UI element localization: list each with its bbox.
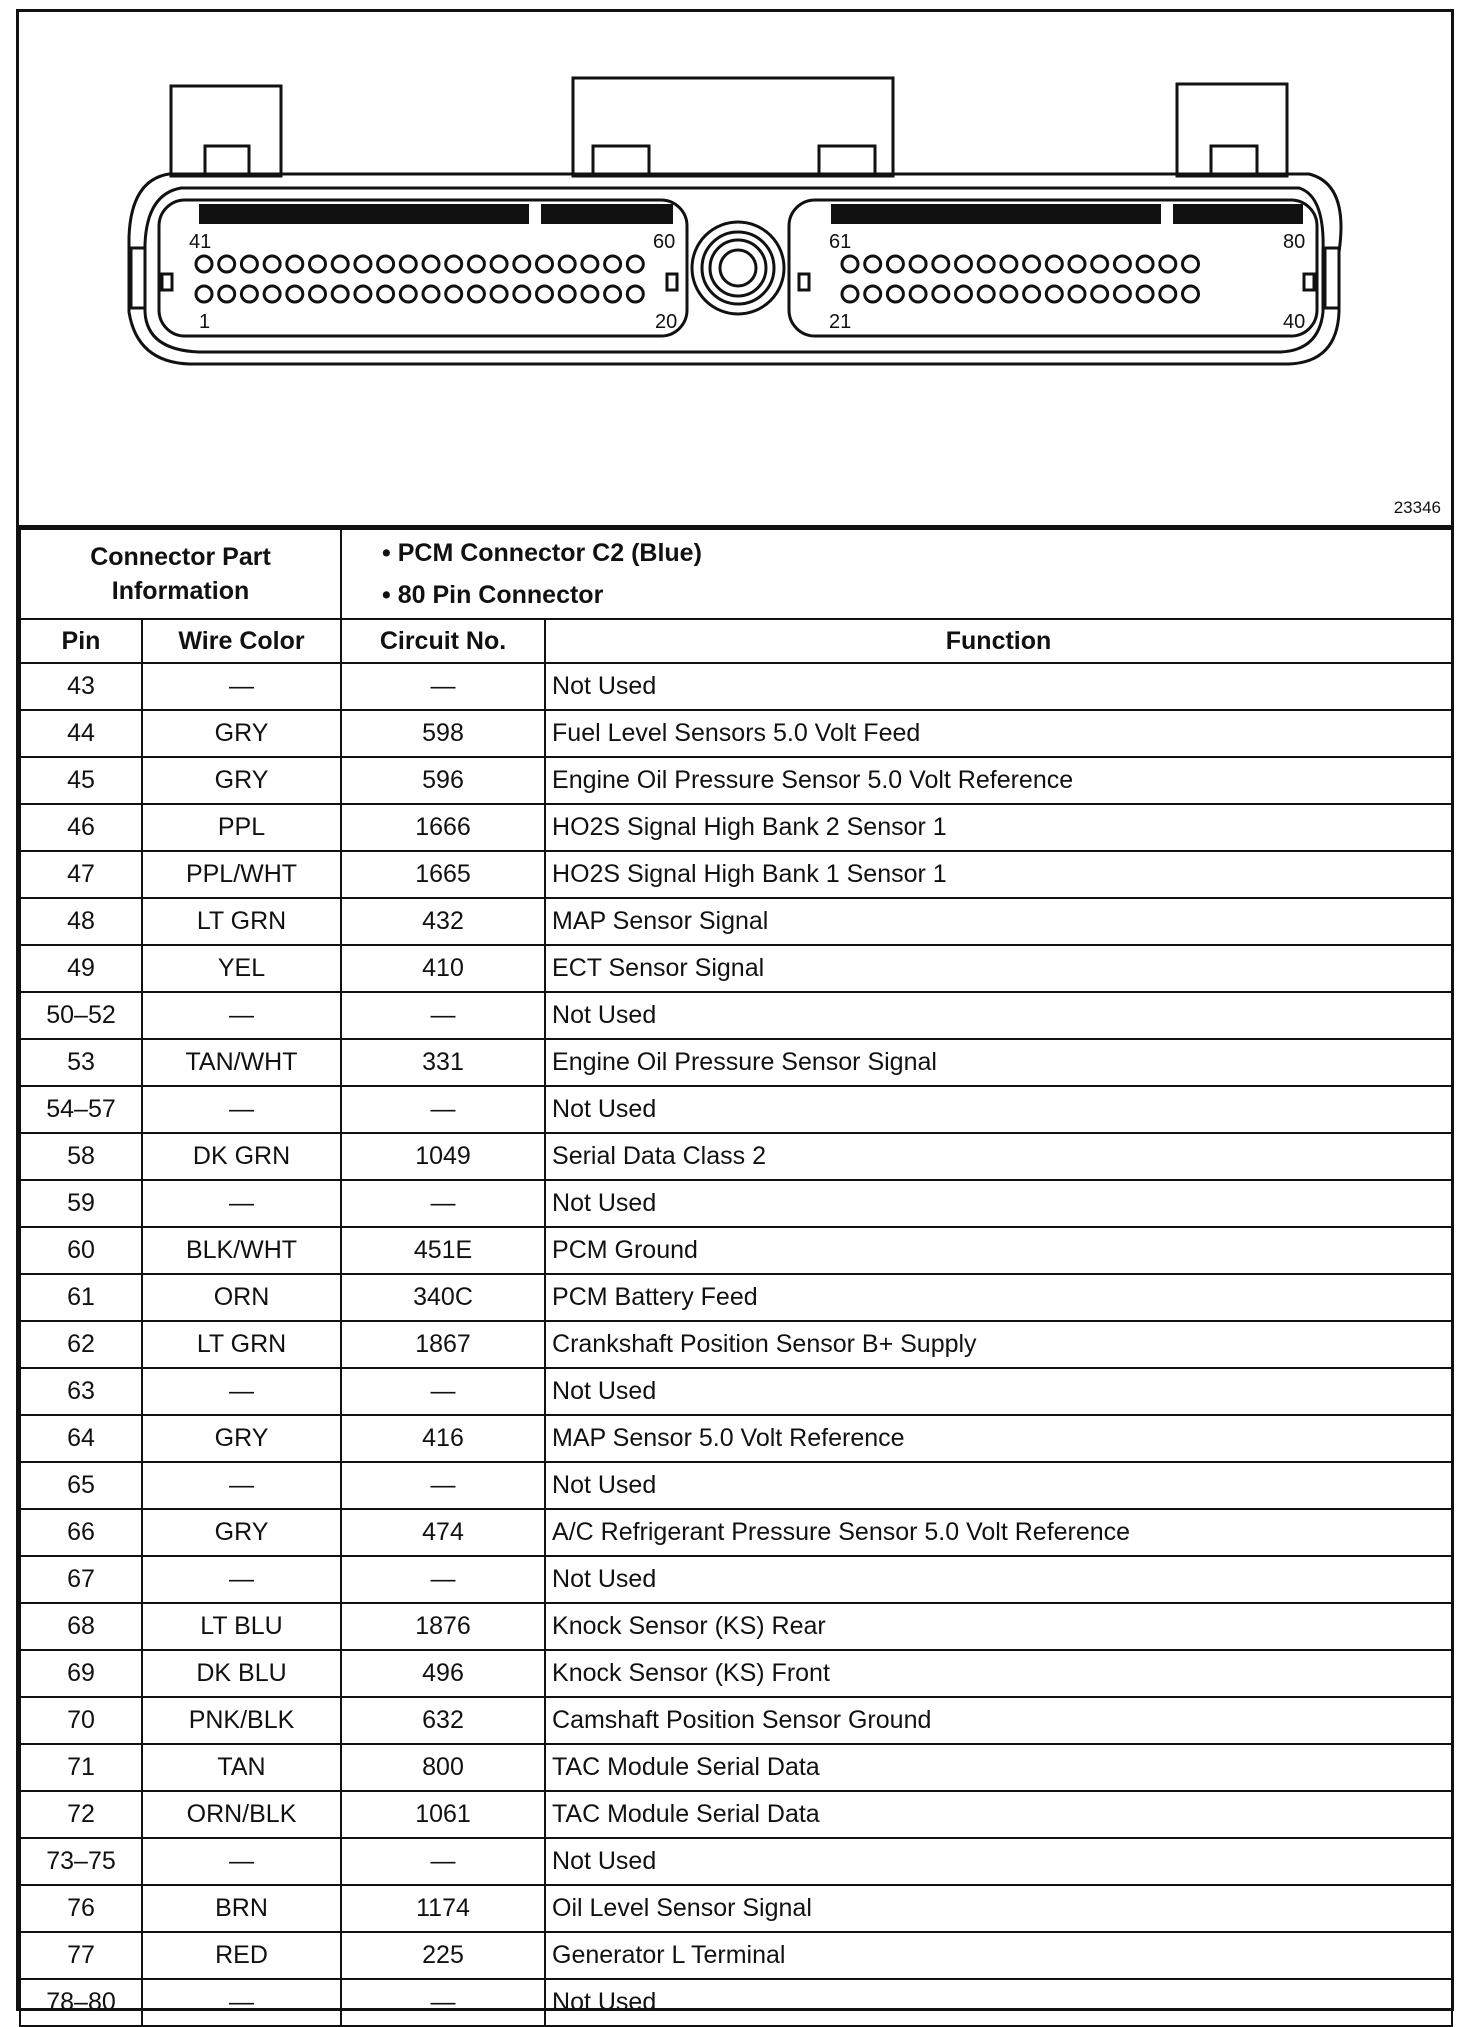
pin-cell: 61: [20, 1274, 142, 1321]
pin-cell: 68: [20, 1603, 142, 1650]
circuit-cell: 1061: [341, 1791, 545, 1838]
connector-pin: [627, 286, 643, 302]
function-cell: Not Used: [545, 1556, 1452, 1603]
circuit-cell: 800: [341, 1744, 545, 1791]
connector-pin: [605, 286, 621, 302]
table-row: [20, 710, 1452, 757]
connector-pin: [956, 256, 972, 272]
connector-pin: [978, 286, 994, 302]
circuit-cell: 1666: [341, 804, 545, 851]
column-header-wire-color: Wire Color: [142, 619, 341, 663]
circuit-cell: 1876: [341, 1603, 545, 1650]
connector-pin: [1160, 286, 1176, 302]
connector-pin: [559, 286, 575, 302]
connector-pin: [887, 256, 903, 272]
connector-pin: [1092, 256, 1108, 272]
connector-pin: [582, 256, 598, 272]
wire-color-cell: LT BLU: [142, 1603, 341, 1650]
wire-color-cell: PNK/BLK: [142, 1697, 341, 1744]
connector-pin: [887, 286, 903, 302]
function-cell: Camshaft Position Sensor Ground: [545, 1697, 1452, 1744]
connector-pin: [978, 256, 994, 272]
circuit-cell: 432: [341, 898, 545, 945]
wire-color-cell: BLK/WHT: [142, 1227, 341, 1274]
pin-cell: 66: [20, 1509, 142, 1556]
connector-pin: [1069, 256, 1085, 272]
wire-color-cell: DK GRN: [142, 1133, 341, 1180]
function-cell: Knock Sensor (KS) Front: [545, 1650, 1452, 1697]
wire-color-cell: BRN: [142, 1885, 341, 1932]
circuit-cell: 340C: [341, 1274, 545, 1321]
connector-pin: [423, 256, 439, 272]
connector-pin: [933, 256, 949, 272]
connector-pin: [264, 286, 280, 302]
circuit-cell: —: [341, 1180, 545, 1227]
table-row: [20, 1180, 1452, 1227]
function-cell: MAP Sensor 5.0 Volt Reference: [545, 1415, 1452, 1462]
function-cell: PCM Battery Feed: [545, 1274, 1452, 1321]
pin-cell: 62: [20, 1321, 142, 1368]
table-row: [20, 1744, 1452, 1791]
function-cell: HO2S Signal High Bank 2 Sensor 1: [545, 804, 1452, 851]
wire-color-cell: TAN/WHT: [142, 1039, 341, 1086]
connector-pin: [1046, 256, 1062, 272]
connector-pin: [355, 286, 371, 302]
pin-cell: 45: [20, 757, 142, 804]
table-row: [20, 992, 1452, 1039]
connector-pin: [1114, 256, 1130, 272]
circuit-cell: 1174: [341, 1885, 545, 1932]
pin-label-20: 20: [655, 311, 678, 333]
circuit-cell: 1867: [341, 1321, 545, 1368]
table-row: [20, 663, 1452, 710]
function-cell: Not Used: [545, 1086, 1452, 1133]
connector-pin: [1160, 256, 1176, 272]
function-cell: Serial Data Class 2: [545, 1133, 1452, 1180]
pin-label-61: 61: [829, 231, 852, 253]
connector-pin: [400, 286, 416, 302]
circuit-cell: 474: [341, 1509, 545, 1556]
wire-color-cell: RED: [142, 1932, 341, 1979]
connector-pin: [1069, 286, 1085, 302]
pin-cell: 78–80: [20, 1979, 142, 2026]
connector-pin: [842, 286, 858, 302]
wire-color-cell: —: [142, 1086, 341, 1133]
table-row: [20, 945, 1452, 992]
table-row: [20, 1321, 1452, 1368]
connector-pin: [514, 286, 530, 302]
wire-color-cell: —: [142, 1556, 341, 1603]
connector-pin: [627, 256, 643, 272]
function-cell: PCM Ground: [545, 1227, 1452, 1274]
connector-pin: [355, 256, 371, 272]
connector-pin: [956, 286, 972, 302]
table-row: [20, 1462, 1452, 1509]
connector-pin: [1001, 256, 1017, 272]
connector-pin: [219, 256, 235, 272]
pin-cell: 76: [20, 1885, 142, 1932]
table-row: [20, 1368, 1452, 1415]
wire-color-cell: GRY: [142, 710, 341, 757]
function-cell: HO2S Signal High Bank 1 Sensor 1: [545, 851, 1452, 898]
table-row: [20, 804, 1452, 851]
pin-cell: 50–52: [20, 992, 142, 1039]
pin-cell: 77: [20, 1932, 142, 1979]
table-row: [20, 1932, 1452, 1979]
wire-color-cell: —: [142, 663, 341, 710]
connector-pin: [423, 286, 439, 302]
connector-pin: [1114, 286, 1130, 302]
table-row: [20, 1650, 1452, 1697]
connector-info-items: [341, 529, 1452, 619]
connector-pin: [865, 256, 881, 272]
connector-pin: [933, 286, 949, 302]
connector-pin: [332, 256, 348, 272]
connector-pin: [332, 286, 348, 302]
pin-label-60: 60: [653, 231, 676, 253]
connector-pin: [491, 286, 507, 302]
connector-pin: [287, 286, 303, 302]
function-cell: Not Used: [545, 1180, 1452, 1227]
connector-info-row: [20, 529, 1452, 619]
connector-pin: [468, 286, 484, 302]
function-cell: Engine Oil Pressure Sensor Signal: [545, 1039, 1452, 1086]
connector-pin: [264, 256, 280, 272]
wire-color-cell: LT GRN: [142, 1321, 341, 1368]
pin-cell: 72: [20, 1791, 142, 1838]
pin-label-1: 1: [199, 311, 211, 333]
table-row: [20, 1556, 1452, 1603]
function-cell: Oil Level Sensor Signal: [545, 1885, 1452, 1932]
connector-pin: [1137, 256, 1153, 272]
connector-info-item: • 80 Pin Connector: [382, 581, 604, 609]
wire-color-cell: —: [142, 1838, 341, 1885]
function-cell: ECT Sensor Signal: [545, 945, 1452, 992]
connector-pin: [219, 286, 235, 302]
table-row: [20, 1603, 1452, 1650]
function-cell: Not Used: [545, 1838, 1452, 1885]
function-cell: TAC Module Serial Data: [545, 1791, 1452, 1838]
connector-pin: [310, 286, 326, 302]
function-cell: Not Used: [545, 1462, 1452, 1509]
table-row: [20, 851, 1452, 898]
connector-pin: [559, 256, 575, 272]
circuit-cell: 416: [341, 1415, 545, 1462]
table-row: [20, 898, 1452, 945]
connector-pin: [910, 286, 926, 302]
pin-cell: 46: [20, 804, 142, 851]
wire-color-cell: —: [142, 1462, 341, 1509]
connector-pin: [1183, 256, 1199, 272]
pin-cell: 49: [20, 945, 142, 992]
connector-pin: [842, 256, 858, 272]
connector-pin: [537, 256, 553, 272]
wire-color-cell: GRY: [142, 1509, 341, 1556]
pinout-sheet: [16, 9, 1454, 2016]
connector-pin: [196, 256, 212, 272]
column-header-function: Function: [545, 619, 1452, 663]
wire-color-cell: ORN/BLK: [142, 1791, 341, 1838]
connector-pin: [1024, 256, 1040, 272]
wire-color-cell: ORN: [142, 1274, 341, 1321]
wire-color-cell: —: [142, 1180, 341, 1227]
table-row: [20, 1791, 1452, 1838]
pin-cell: 44: [20, 710, 142, 757]
circuit-cell: —: [341, 1462, 545, 1509]
connector-pin: [378, 256, 394, 272]
function-cell: Engine Oil Pressure Sensor 5.0 Volt Reference: [545, 757, 1452, 804]
circuit-cell: 496: [341, 1650, 545, 1697]
function-cell: Crankshaft Position Sensor B+ Supply: [545, 1321, 1452, 1368]
pin-cell: 48: [20, 898, 142, 945]
table-row: [20, 1039, 1452, 1086]
figure-id: 23346: [1393, 498, 1441, 517]
pin-cell: 70: [20, 1697, 142, 1744]
circuit-cell: 451E: [341, 1227, 545, 1274]
connector-pin: [378, 286, 394, 302]
connector-pin: [865, 286, 881, 302]
wire-color-cell: YEL: [142, 945, 341, 992]
pin-label-40: 40: [1283, 311, 1306, 333]
circuit-cell: 1665: [341, 851, 545, 898]
circuit-cell: —: [341, 992, 545, 1039]
wire-color-cell: —: [142, 992, 341, 1039]
circuit-cell: 632: [341, 1697, 545, 1744]
pin-cell: 47: [20, 851, 142, 898]
pin-label-41: 41: [189, 231, 212, 253]
table-row: [20, 1885, 1452, 1932]
table-row: [20, 757, 1452, 804]
pin-cell: 63: [20, 1368, 142, 1415]
function-cell: Not Used: [545, 663, 1452, 710]
connector-pin: [1024, 286, 1040, 302]
connector-info-item: • PCM Connector C2 (Blue): [382, 539, 702, 567]
pin-cell: 64: [20, 1415, 142, 1462]
pin-cell: 59: [20, 1180, 142, 1227]
table-row: [20, 1086, 1452, 1133]
wire-color-cell: DK BLU: [142, 1650, 341, 1697]
circuit-cell: 410: [341, 945, 545, 992]
wire-color-cell: GRY: [142, 1415, 341, 1462]
connector-pin: [1137, 286, 1153, 302]
circuit-cell: 598: [341, 710, 545, 757]
function-cell: Not Used: [545, 1979, 1452, 2026]
pin-label-80: 80: [1283, 231, 1306, 253]
function-cell: MAP Sensor Signal: [545, 898, 1452, 945]
table-row: [20, 1509, 1452, 1556]
pinout-table: [19, 528, 1453, 2027]
pin-cell: 53: [20, 1039, 142, 1086]
pin-cell: 73–75: [20, 1838, 142, 1885]
table-row: [20, 1415, 1452, 1462]
connector-pin: [241, 256, 257, 272]
pin-cell: 58: [20, 1133, 142, 1180]
function-cell: TAC Module Serial Data: [545, 1744, 1452, 1791]
circuit-cell: —: [341, 1086, 545, 1133]
wire-color-cell: —: [142, 1368, 341, 1415]
function-cell: Knock Sensor (KS) Rear: [545, 1603, 1452, 1650]
connector-pin: [514, 256, 530, 272]
function-cell: Not Used: [545, 1368, 1452, 1415]
pin-cell: 69: [20, 1650, 142, 1697]
pin-cell: 43: [20, 663, 142, 710]
table-row: [20, 1274, 1452, 1321]
connector-pin: [491, 256, 507, 272]
connector-pin: [537, 286, 553, 302]
table-row: [20, 1979, 1452, 2026]
circuit-cell: —: [341, 1368, 545, 1415]
connector-drawing: [19, 12, 1451, 492]
connector-pin: [400, 256, 416, 272]
function-cell: Not Used: [545, 992, 1452, 1039]
wire-color-cell: —: [142, 1979, 341, 2026]
connector-pin: [1046, 286, 1062, 302]
table-row: [20, 1697, 1452, 1744]
function-cell: Fuel Level Sensors 5.0 Volt Feed: [545, 710, 1452, 757]
connector-pin: [1183, 286, 1199, 302]
column-header-circuit: Circuit No.: [341, 619, 545, 663]
circuit-cell: 331: [341, 1039, 545, 1086]
connector-pin: [582, 286, 598, 302]
wire-color-cell: PPL: [142, 804, 341, 851]
wire-color-cell: PPL/WHT: [142, 851, 341, 898]
connector-pin: [468, 256, 484, 272]
connector-pin: [310, 256, 326, 272]
connector-pin: [287, 256, 303, 272]
connector-pin: [446, 286, 462, 302]
connector-pin: [446, 256, 462, 272]
pin-label-21: 21: [829, 311, 852, 333]
table-row: [20, 1227, 1452, 1274]
circuit-cell: 596: [341, 757, 545, 804]
circuit-cell: —: [341, 663, 545, 710]
wire-color-cell: TAN: [142, 1744, 341, 1791]
function-cell: Generator L Terminal: [545, 1932, 1452, 1979]
circuit-cell: 1049: [341, 1133, 545, 1180]
table-row: [20, 1838, 1452, 1885]
pin-cell: 71: [20, 1744, 142, 1791]
table-row: [20, 1133, 1452, 1180]
connector-figure: [19, 12, 1451, 528]
circuit-cell: —: [341, 1838, 545, 1885]
function-cell: A/C Refrigerant Pressure Sensor 5.0 Volt Reference: [545, 1509, 1452, 1556]
connector-info-label: Connector Part Information: [20, 529, 341, 619]
table-body: [20, 663, 1452, 2026]
wire-color-cell: LT GRN: [142, 898, 341, 945]
circuit-cell: —: [341, 1979, 545, 2026]
table-header: [20, 619, 1452, 663]
circuit-cell: —: [341, 1556, 545, 1603]
connector-pin: [1001, 286, 1017, 302]
connector-pin: [910, 256, 926, 272]
connector-pin: [1092, 286, 1108, 302]
pin-cell: 60: [20, 1227, 142, 1274]
pin-cell: 54–57: [20, 1086, 142, 1133]
wire-color-cell: GRY: [142, 757, 341, 804]
connector-pin: [241, 286, 257, 302]
pin-cell: 65: [20, 1462, 142, 1509]
column-header-pin: Pin: [20, 619, 142, 663]
connector-pin: [605, 256, 621, 272]
circuit-cell: 225: [341, 1932, 545, 1979]
connector-pin: [196, 286, 212, 302]
pin-cell: 67: [20, 1556, 142, 1603]
